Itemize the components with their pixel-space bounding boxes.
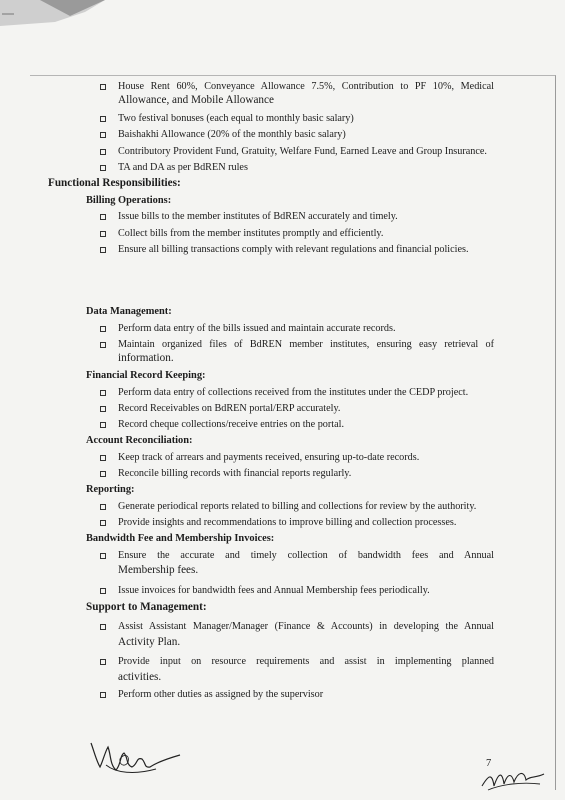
checkbox-bullet-icon (100, 132, 106, 138)
checkbox-bullet-icon (100, 247, 106, 253)
checkbox-bullet-icon (100, 588, 106, 594)
checkbox-bullet-icon (100, 520, 106, 526)
checkbox-bullet-icon (100, 84, 106, 90)
list-item-continued: Activity Plan. (118, 636, 181, 648)
subsection-heading: Billing Operations: (86, 195, 172, 206)
checkbox-bullet-icon (100, 342, 106, 348)
checkbox-bullet-icon (100, 504, 106, 510)
checkbox-bullet-icon (100, 455, 106, 461)
checkbox-bullet-icon (100, 231, 106, 237)
scan-corner-mark (0, 0, 110, 30)
subsection-heading: Financial Record Keeping: (86, 370, 206, 381)
checkbox-bullet-icon (100, 149, 106, 155)
checkbox-bullet-icon (100, 624, 106, 630)
list-item-continued: Membership fees. (118, 564, 199, 576)
page-number: 7 (486, 758, 492, 769)
list-item-continued: information. (118, 352, 174, 364)
checkbox-bullet-icon (100, 692, 106, 698)
list-item-continued: Allowance, and Mobile Allowance (118, 94, 274, 106)
list-item-continued: activities. (118, 671, 162, 683)
signature-left-icon (86, 735, 186, 780)
checkbox-bullet-icon (100, 326, 106, 332)
checkbox-bullet-icon (100, 471, 106, 477)
checkbox-bullet-icon (100, 406, 106, 412)
subsection-heading: Reporting: (86, 484, 135, 495)
signature-right-icon (478, 764, 548, 794)
checkbox-bullet-icon (100, 165, 106, 171)
checkbox-bullet-icon (100, 390, 106, 396)
checkbox-bullet-icon (100, 214, 106, 220)
subsection-heading: Support to Management: (86, 601, 207, 613)
subsection-heading: Data Management: (86, 306, 172, 317)
section-heading: Functional Responsibilities: (48, 177, 181, 189)
checkbox-bullet-icon (100, 422, 106, 428)
checkbox-bullet-icon (100, 553, 106, 559)
subsection-heading: Account Reconciliation: (86, 435, 193, 446)
checkbox-bullet-icon (100, 116, 106, 122)
subsection-heading: Bandwidth Fee and Membership Invoices: (86, 533, 275, 544)
checkbox-bullet-icon (100, 659, 106, 665)
